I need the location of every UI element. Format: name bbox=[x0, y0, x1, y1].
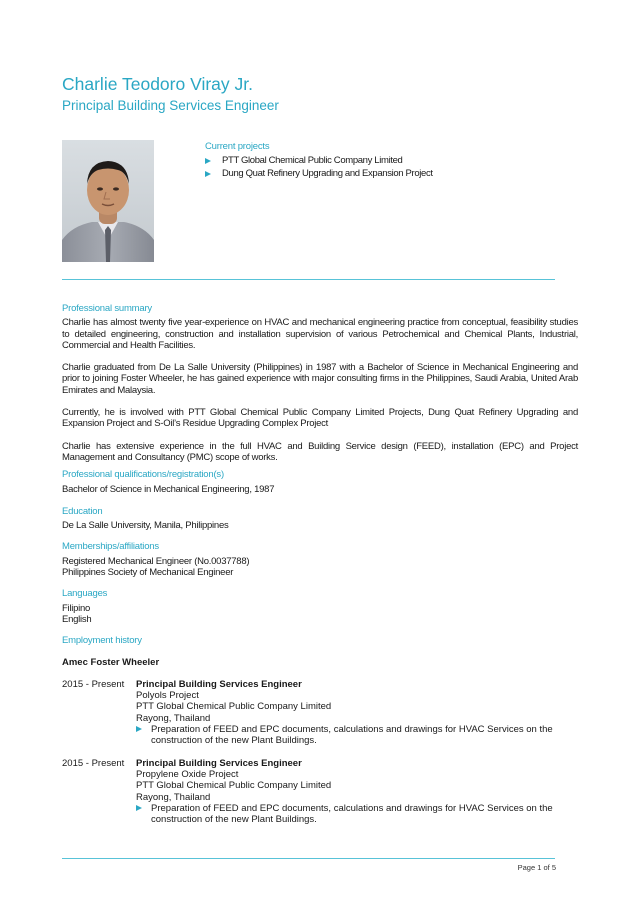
section-heading-qualifications: Professional qualifications/registration(s) bbox=[62, 469, 224, 481]
job-client: PTT Global Chemical Public Company Limited bbox=[136, 701, 332, 713]
job-location: Rayong, Thailand bbox=[136, 791, 211, 803]
summary-paragraph: Currently, he is involved with PTT Global Chemical Public Company Limited Projects, Dung Quat Refinery Upgrading and Expansion Project and S-Oil’s Residue Upgrading Complex Project bbox=[62, 407, 578, 430]
job-location: Rayong, Thailand bbox=[136, 712, 211, 724]
list-item bbox=[136, 724, 578, 747]
qualification-line: Bachelor of Science in Mechanical Engineering, 1987 bbox=[62, 483, 275, 495]
education-line: De La Salle University, Manila, Philippines bbox=[62, 520, 229, 532]
person-role: Principal Building Services Engineer bbox=[62, 98, 279, 113]
triangle-bullet-icon bbox=[205, 158, 211, 164]
page-number: Page 1 of 5 bbox=[517, 863, 556, 872]
list-item: PTT Global Chemical Public Company Limited bbox=[205, 154, 433, 167]
job-entry bbox=[62, 679, 578, 747]
job-client: PTT Global Chemical Public Company Limited bbox=[136, 780, 332, 792]
section-heading-summary: Professional summary bbox=[62, 303, 152, 314]
list-item bbox=[136, 803, 578, 826]
triangle-bullet-icon bbox=[136, 726, 142, 732]
footer-divider bbox=[62, 858, 555, 859]
triangle-bullet-icon bbox=[136, 805, 142, 811]
section-heading-memberships: Memberships/affiliations bbox=[62, 541, 159, 553]
employer-name: Amec Foster Wheeler bbox=[62, 656, 160, 668]
job-duty: Preparation of FEED and EPC documents, calculations and drawings for HVAC Services on the construction of the new Plant Buildings. bbox=[151, 802, 553, 826]
job-duty: Preparation of FEED and EPC documents, calculations and drawings for HVAC Services on the construction of the new Plant Buildings. bbox=[151, 724, 553, 747]
list-item: Dung Quat Refinery Upgrading and Expansion Project bbox=[205, 167, 433, 180]
section-heading-languages: Languages bbox=[62, 588, 108, 600]
person-name: Charlie Teodoro Viray Jr. bbox=[62, 74, 253, 94]
summary-paragraph: Charlie has almost twenty five year-experience on HVAC and mechanical engineering practice from conceptual, feasibility studies to detailed engineering, construction and installation supervision of various Petrochemical and Chemical Plants, Industrial, Commercial and Health Facilities. bbox=[62, 317, 578, 351]
membership-line: Registered Mechanical Engineer (No.0037788) bbox=[62, 555, 250, 567]
summary-paragraph: Charlie has extensive experience in the full HVAC and Building Service design (FEED), installation (EPC) and Project Management and Consultancy (PMC) scope of works. bbox=[62, 440, 578, 463]
summary-paragraph: Charlie graduated from De La Salle University (Philippines) in 1987 with a Bachelor of Science in Mechanical Engineering and prior to joining Foster Wheeler, he has gained experience with major consulting firms in the Philippines, Saudi Arabia, United Arab Emirates and Malaysia. bbox=[62, 362, 578, 396]
triangle-bullet-icon bbox=[205, 171, 211, 177]
profile-photo bbox=[62, 140, 154, 262]
cv-body bbox=[62, 303, 578, 836]
job-period: 2015 - Present bbox=[62, 678, 125, 690]
job-title: Principal Building Services Engineer bbox=[136, 757, 302, 769]
language-line: English bbox=[62, 613, 92, 625]
language-line: Filipino bbox=[62, 602, 91, 614]
section-heading-education: Education bbox=[62, 505, 103, 517]
current-projects-heading: Current projects bbox=[205, 141, 270, 152]
job-project: Propylene Oxide Project bbox=[136, 768, 239, 780]
divider bbox=[62, 279, 555, 280]
job-entry bbox=[62, 758, 578, 826]
membership-line: Philippines Society of Mechanical Engineer bbox=[62, 567, 234, 579]
section-heading-employment: Employment history bbox=[62, 635, 142, 647]
job-title: Principal Building Services Engineer bbox=[136, 678, 302, 690]
job-project: Polyols Project bbox=[136, 690, 199, 702]
current-projects-list bbox=[205, 154, 433, 180]
job-period: 2015 - Present bbox=[62, 757, 125, 769]
